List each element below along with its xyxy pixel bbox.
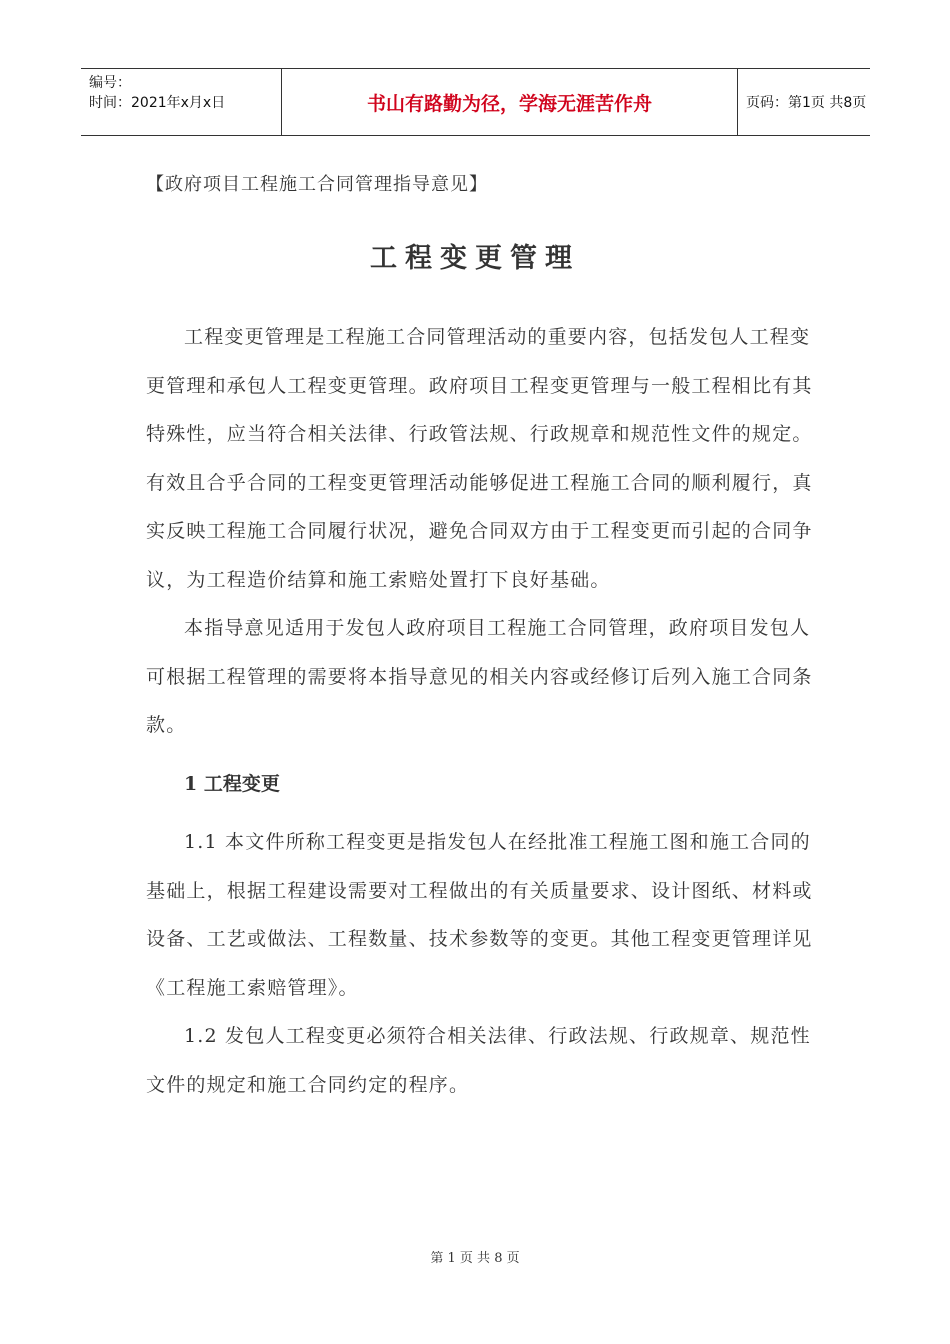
paragraph-1-2: 1.2 发包人工程变更必须符合相关法律、行政法规、行政规章、规范性文件的规定和施工合同约定的程序。 [146, 1025, 811, 1096]
section-heading-1: 1 工程变更 [184, 772, 280, 795]
page-footer: 第 1 页 共 8 页 [430, 1251, 520, 1266]
header-motto: 书山有路勤为径，学海无涯苦作舟 [282, 69, 738, 135]
paragraph-1-1: 1.1 本文件所称工程变更是指发包人在经批准工程施工图和施工合同的基础上，根据工程建设需要对工程做出的有关质量要求、设计图纸、材料或设备、工艺或做法、工程数量、技术参数等的变更。其他工程变更管理详见《工程施工索赔管理》。 [146, 831, 813, 999]
document-header [81, 68, 870, 136]
paragraph-intro: 工程变更管理是工程施工合同管理活动的重要内容，包括发包人工程变更管理和承包人工程变更管理。政府项目工程变更管理与一般工程相比有其特殊性，应当符合相关法律、行政管法规、行政规章和规范性文件的规定。有效且合乎合同的工程变更管理活动能够促进工程施工合同的顺利履行，真实反映工程施工合同履行状况，避免合同双方由于工程变更而引起的合同争议，为工程造价结算和施工索赔处置打下良好基础。 [146, 326, 813, 591]
header-meta [81, 69, 282, 135]
page-title: 工程变更管理 [370, 243, 580, 274]
paragraph-scope: 本指导意见适用于发包人政府项目工程施工合同管理，政府项目发包人可根据工程管理的需要将本指导意见的相关内容或经修订后列入施工合同条款。 [146, 617, 813, 736]
time-label: 时间：2021年x月x日 [89, 95, 226, 111]
number-label: 编号： [89, 75, 131, 91]
header-page-info: 页码：第1页 共8页 [746, 95, 867, 111]
document-series: 【政府项目工程施工合同管理指导意见】 [146, 174, 488, 195]
document-body [146, 313, 821, 1109]
